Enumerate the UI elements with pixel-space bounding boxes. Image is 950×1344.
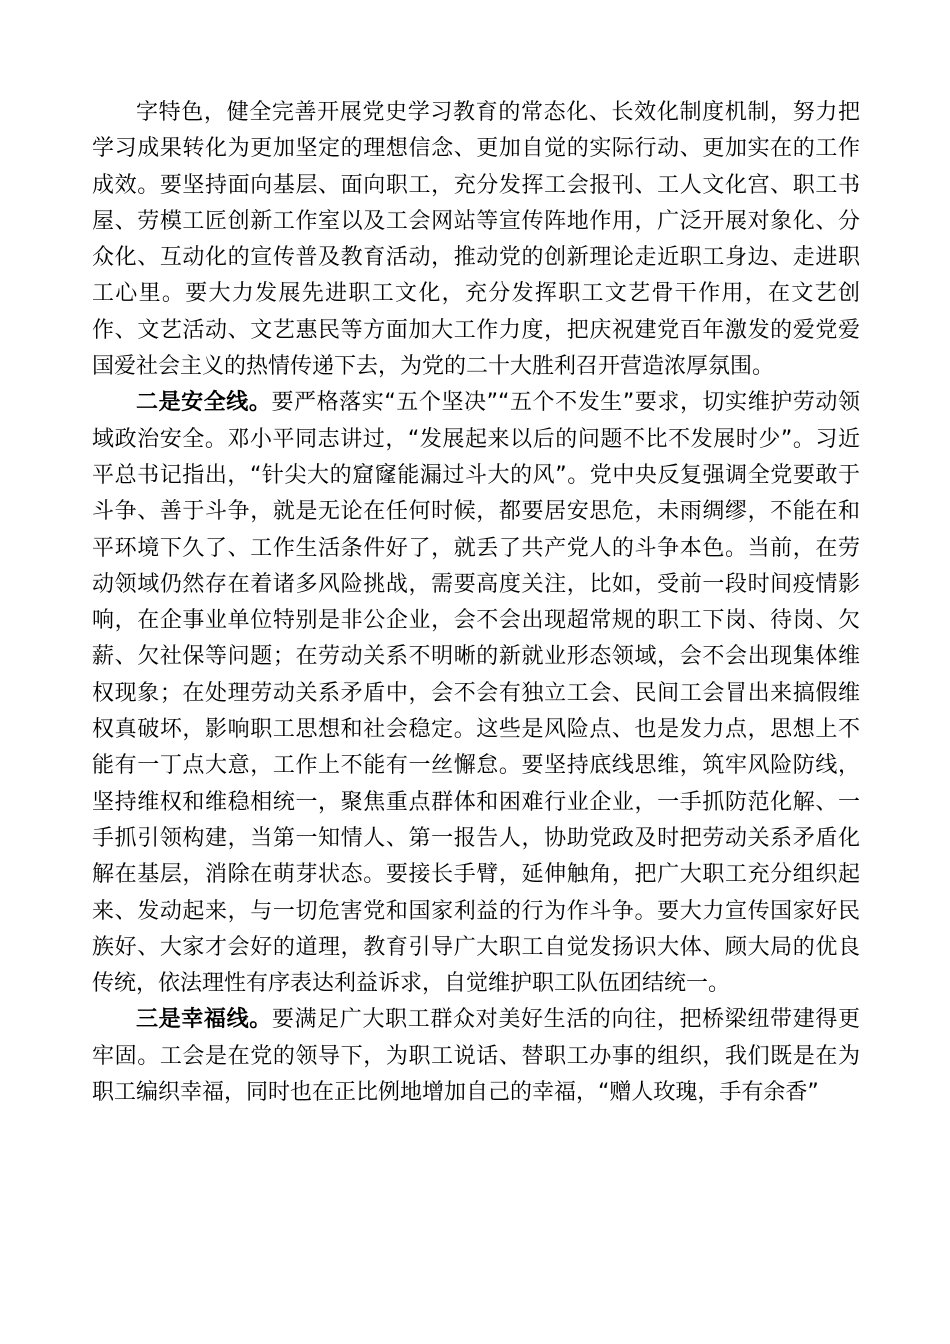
document-body — [92, 95, 860, 1111]
paragraph-2-lead: 二是安全线。 — [136, 390, 272, 416]
paragraph-3 — [92, 1002, 860, 1111]
paragraph-3-text: 要满足广大职工群众对美好生活的向往，把桥梁纽带建得更牢固。工会是在党的领导下，为职工说话、替职工办事的组织，我们既是在为职工编织幸福，同时也在正比例地增加自己的幸福，“赠人玫瑰，手有余香” — [92, 1007, 860, 1106]
paragraph-2-text: 要严格落实“五个坚决”“五个不发生”要求，切实维护劳动领域政治安全。邓小平同志讲过，“发展起来以后的问题不比不发展时少”。习近平总书记指出，“针尖大的窟窿能漏过斗大的风”。党中央反复强调全党要敢于斗争、善于斗争，就是无论在任何时候，都要居安思危，未雨绸缪，不能在和平环境下久了、工作生活条件好了，就丢了共产党人的斗争本色。当前，在劳动领域仍然存在着诸多风险挑战，需要高度关注，比如，受前一段时间疫情影响，在企事业单位特别是非公企业，会不会出现超常规的职工下岗、待岗、欠薪、欠社保等问题；在劳动关系不明晰的新就业形态领域，会不会出现集体维权现象；在处理劳动关系矛盾中，会不会有独立工会、民间工会冒出来搞假维权真破坏，影响职工思想和社会稳定。这些是风险点、也是发力点，思想上不能有一丁点大意，工作上不能有一丝懈怠。要坚持底线思维，筑牢风险防线，坚持维权和维稳相统一，聚焦重点群体和困难行业企业，一手抓防范化解、一手抓引领构建，当第一知情人、第一报告人，协助党政及时把劳动关系矛盾化解在基层，消除在萌芽状态。要接长手臂，延伸触角，把广大职工充分组织起来、发动起来，与一切危害党和国家利益的行为作斗争。要大力宣传国家好民族好、大家才会好的道理，教育引导广大职工自觉发扬识大体、顾大局的优良传统，依法理性有序表达利益诉求，自觉维护职工队伍团结统一。 — [92, 390, 860, 997]
paragraph-2 — [92, 385, 860, 1002]
paragraph-1-text: 字特色，健全完善开展党史学习教育的常态化、长效化制度机制，努力把学习成果转化为更加坚定的理想信念、更加自觉的实际行动、更加实在的工作成效。要坚持面向基层、面向职工，充分发挥工会报刊、工人文化宫、职工书屋、劳模工匠创新工作室以及工会网站等宣传阵地作用，广泛开展对象化、分众化、互动化的宣传普及教育活动，推动党的创新理论走近职工身边、走进职工心里。要大力发展先进职工文化，充分发挥职工文艺骨干作用，在文艺创作、文艺活动、文艺惠民等方面加大工作力度，把庆祝建党百年激发的爱党爱国爱社会主义的热情传递下去，为党的二十大胜利召开营造浓厚氛围。 — [92, 100, 860, 380]
paragraph-1 — [92, 95, 860, 385]
paragraph-3-lead: 三是幸福线。 — [136, 1007, 272, 1033]
